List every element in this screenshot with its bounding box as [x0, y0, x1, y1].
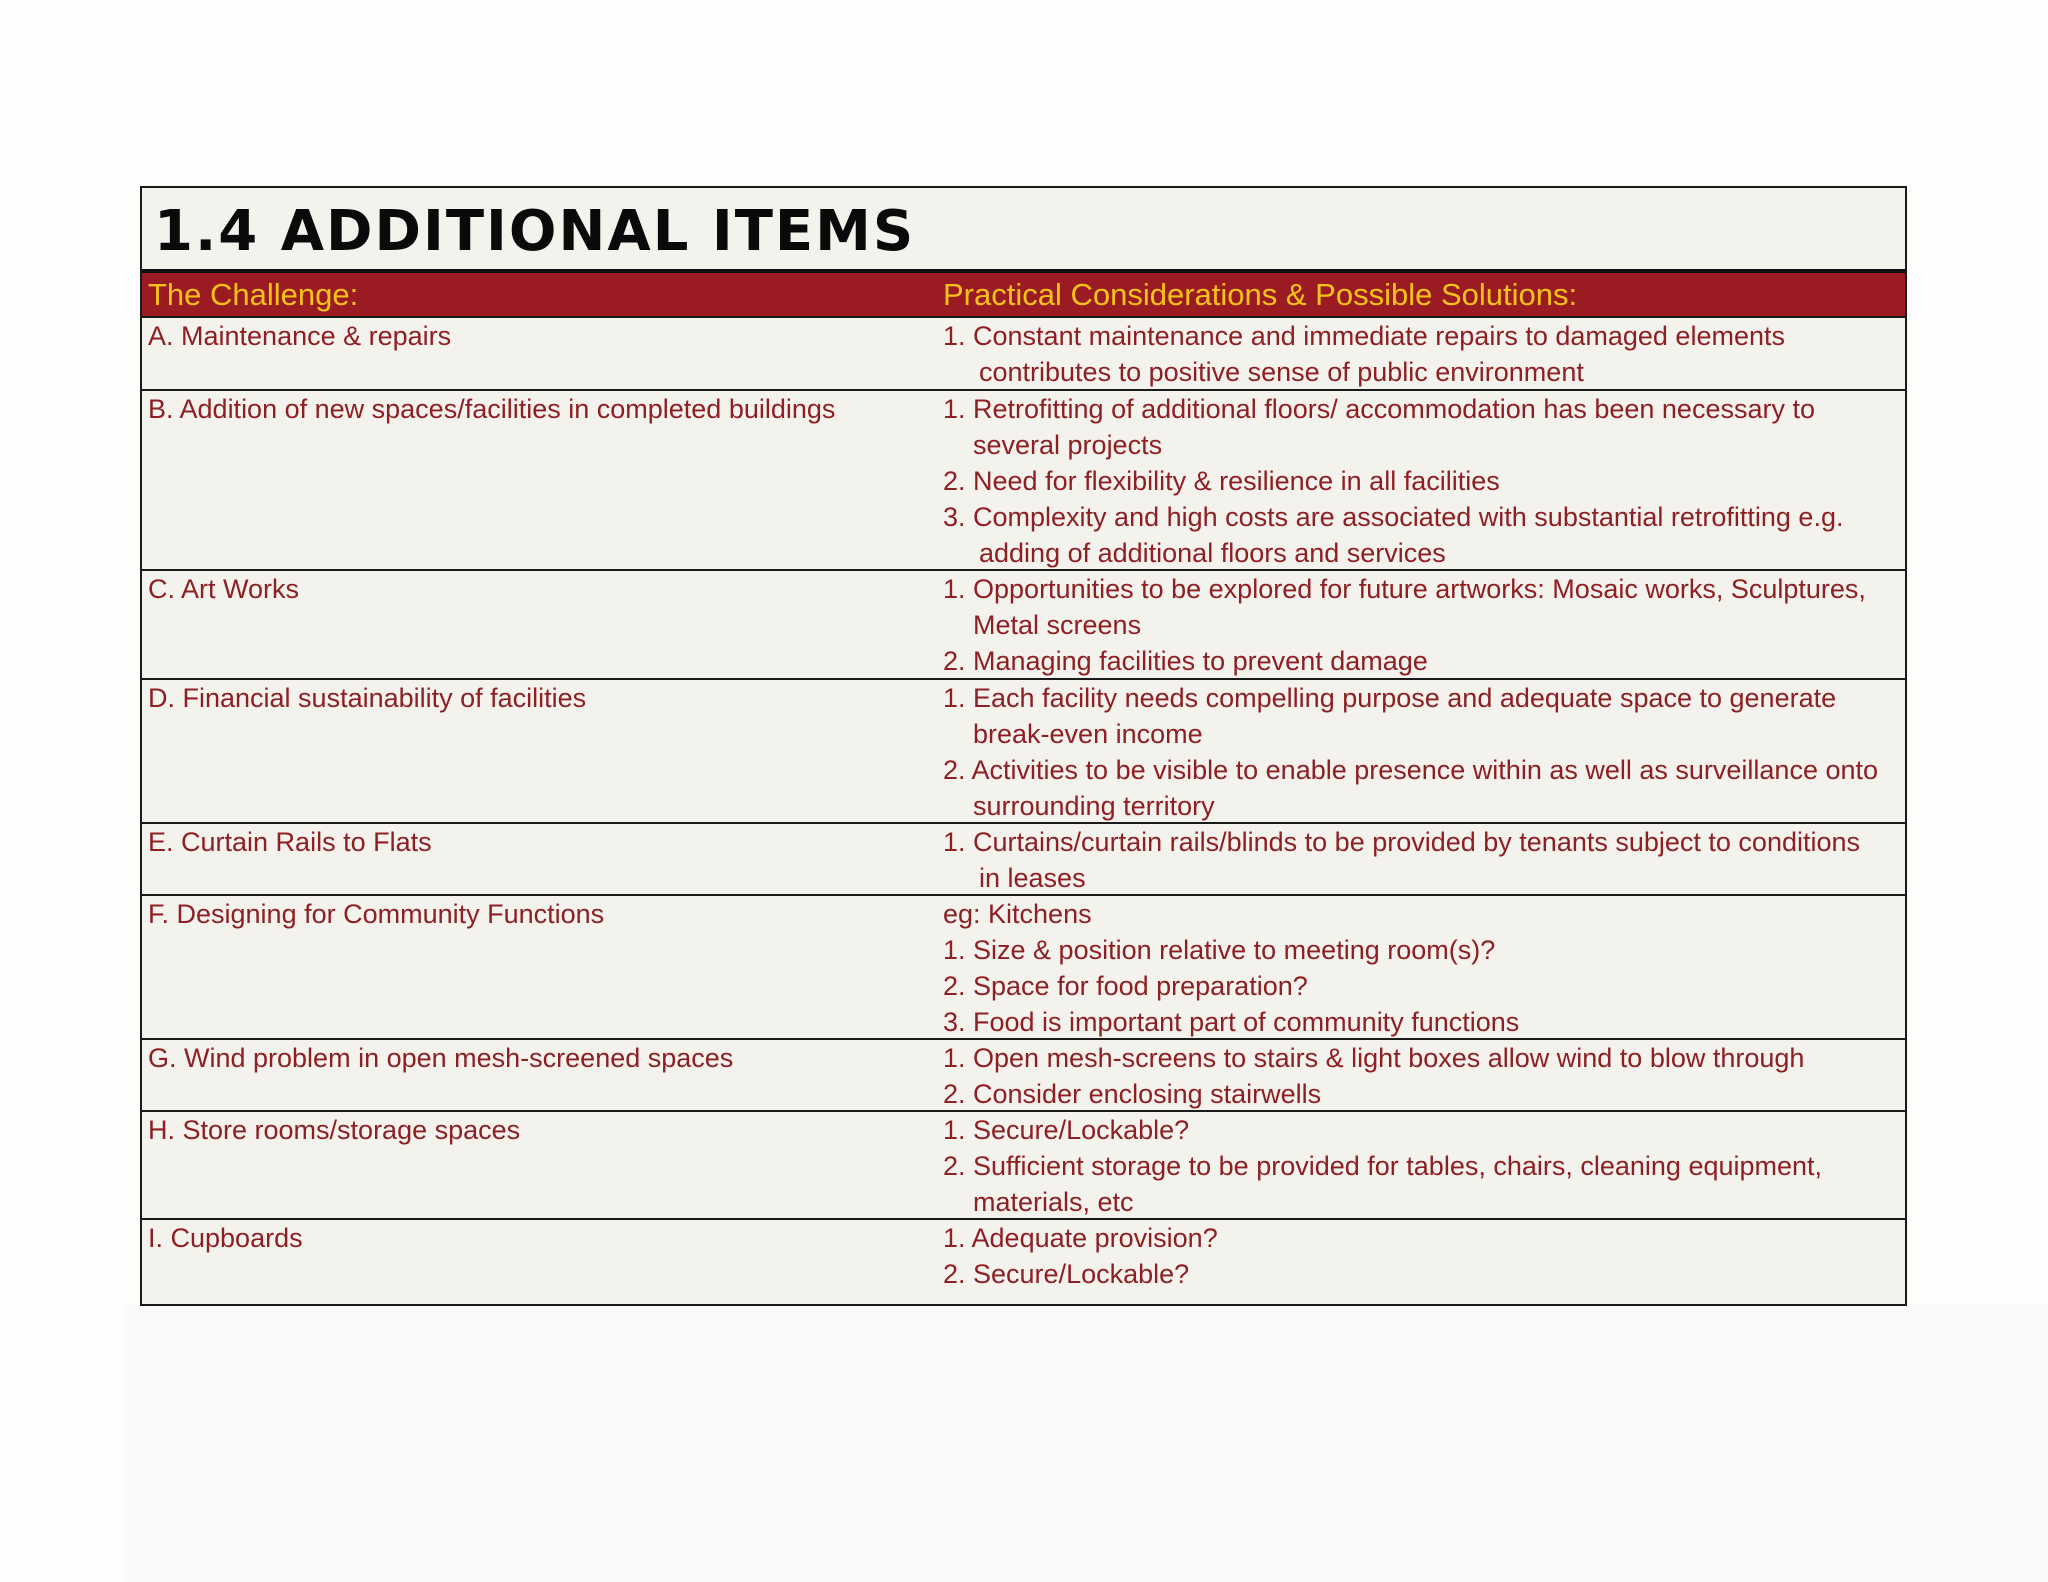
table-row	[142, 571, 1905, 680]
solutions-cell	[943, 896, 1903, 1040]
solution-line: 2. Activities to be visible to enable presence within as well as surveillance onto	[943, 755, 1879, 785]
table-header-row	[142, 273, 1905, 318]
table-row	[142, 391, 1905, 571]
page-shadow	[124, 1305, 2048, 1582]
header-challenge: The Challenge:	[148, 277, 359, 312]
table-row	[142, 318, 1905, 391]
table-row	[142, 680, 1905, 824]
table-row	[142, 1040, 1905, 1112]
solution-line: 1. Each facility needs compelling purpose and adequate space to generate	[943, 683, 1837, 713]
solution-line: 3. Food is important part of community functions	[943, 1007, 1520, 1037]
solutions-cell	[943, 571, 1903, 679]
title-bar	[142, 188, 1905, 273]
challenge-cell: E. Curtain Rails to Flats	[148, 827, 432, 857]
solution-line: 2. Managing facilities to prevent damage	[943, 646, 1428, 676]
solution-line: eg: Kitchens	[943, 899, 1092, 929]
solution-line: in leases	[979, 863, 1086, 893]
solution-line: 1. Secure/Lockable?	[943, 1115, 1190, 1145]
challenge-cell: F. Designing for Community Functions	[148, 899, 605, 929]
solution-line: 2. Sufficient storage to be provided for tables, chairs, cleaning equipment,	[943, 1151, 1823, 1181]
challenge-cell: A. Maintenance & repairs	[148, 321, 452, 351]
solution-line: 2. Consider enclosing stairwells	[943, 1079, 1322, 1109]
solution-line: adding of additional floors and services	[979, 538, 1446, 568]
solution-line: 2. Secure/Lockable?	[943, 1259, 1190, 1289]
page-title: 1.4 ADDITIONAL ITEMS	[154, 199, 916, 264]
solutions-cell	[943, 1112, 1903, 1220]
solution-line: 1. Open mesh-screens to stairs & light boxes allow wind to blow through	[943, 1043, 1805, 1073]
solution-line: surrounding territory	[973, 791, 1215, 821]
challenge-cell: B. Addition of new spaces/facilities in completed buildings	[148, 394, 836, 424]
solution-line: Metal screens	[973, 610, 1142, 640]
additional-items-table	[140, 186, 1907, 1306]
solution-line: 1. Adequate provision?	[943, 1223, 1218, 1253]
solution-line: 1. Size & position relative to meeting room(s)?	[943, 935, 1496, 965]
table-row	[142, 824, 1905, 896]
solution-line: 2. Space for food preparation?	[943, 971, 1308, 1001]
solution-line: 1. Curtains/curtain rails/blinds to be provided by tenants subject to conditions	[943, 827, 1861, 857]
header-solutions: Practical Considerations & Possible Solutions:	[943, 277, 1578, 312]
challenge-cell: H. Store rooms/storage spaces	[148, 1115, 521, 1145]
solution-line: 1. Opportunities to be explored for future artworks: Mosaic works, Sculptures,	[943, 574, 1866, 604]
solution-line: contributes to positive sense of public environment	[979, 357, 1584, 387]
solutions-cell	[943, 680, 1903, 824]
solutions-cell	[943, 824, 1903, 896]
solutions-cell	[943, 1040, 1903, 1112]
table-row	[142, 896, 1905, 1040]
challenge-cell: G. Wind problem in open mesh-screened spaces	[148, 1043, 734, 1073]
solution-line: materials, etc	[973, 1187, 1134, 1217]
table-row	[142, 1220, 1905, 1304]
solutions-cell	[943, 318, 1903, 390]
solution-line: 2. Need for flexibility & resilience in all facilities	[943, 466, 1500, 496]
challenge-cell: C. Art Works	[148, 574, 300, 604]
challenge-cell: I. Cupboards	[148, 1223, 303, 1253]
solutions-cell	[943, 391, 1903, 571]
solutions-cell	[943, 1220, 1903, 1292]
solution-line: 1. Retrofitting of additional floors/ accommodation has been necessary to	[943, 394, 1815, 424]
solution-line: 3. Complexity and high costs are associated with substantial retrofitting e.g.	[943, 502, 1844, 532]
solution-line: 1. Constant maintenance and immediate repairs to damaged elements	[943, 321, 1785, 351]
table-row	[142, 1112, 1905, 1220]
solution-line: several projects	[973, 430, 1163, 460]
challenge-cell: D. Financial sustainability of facilities	[148, 683, 587, 713]
solution-line: break-even income	[973, 719, 1203, 749]
